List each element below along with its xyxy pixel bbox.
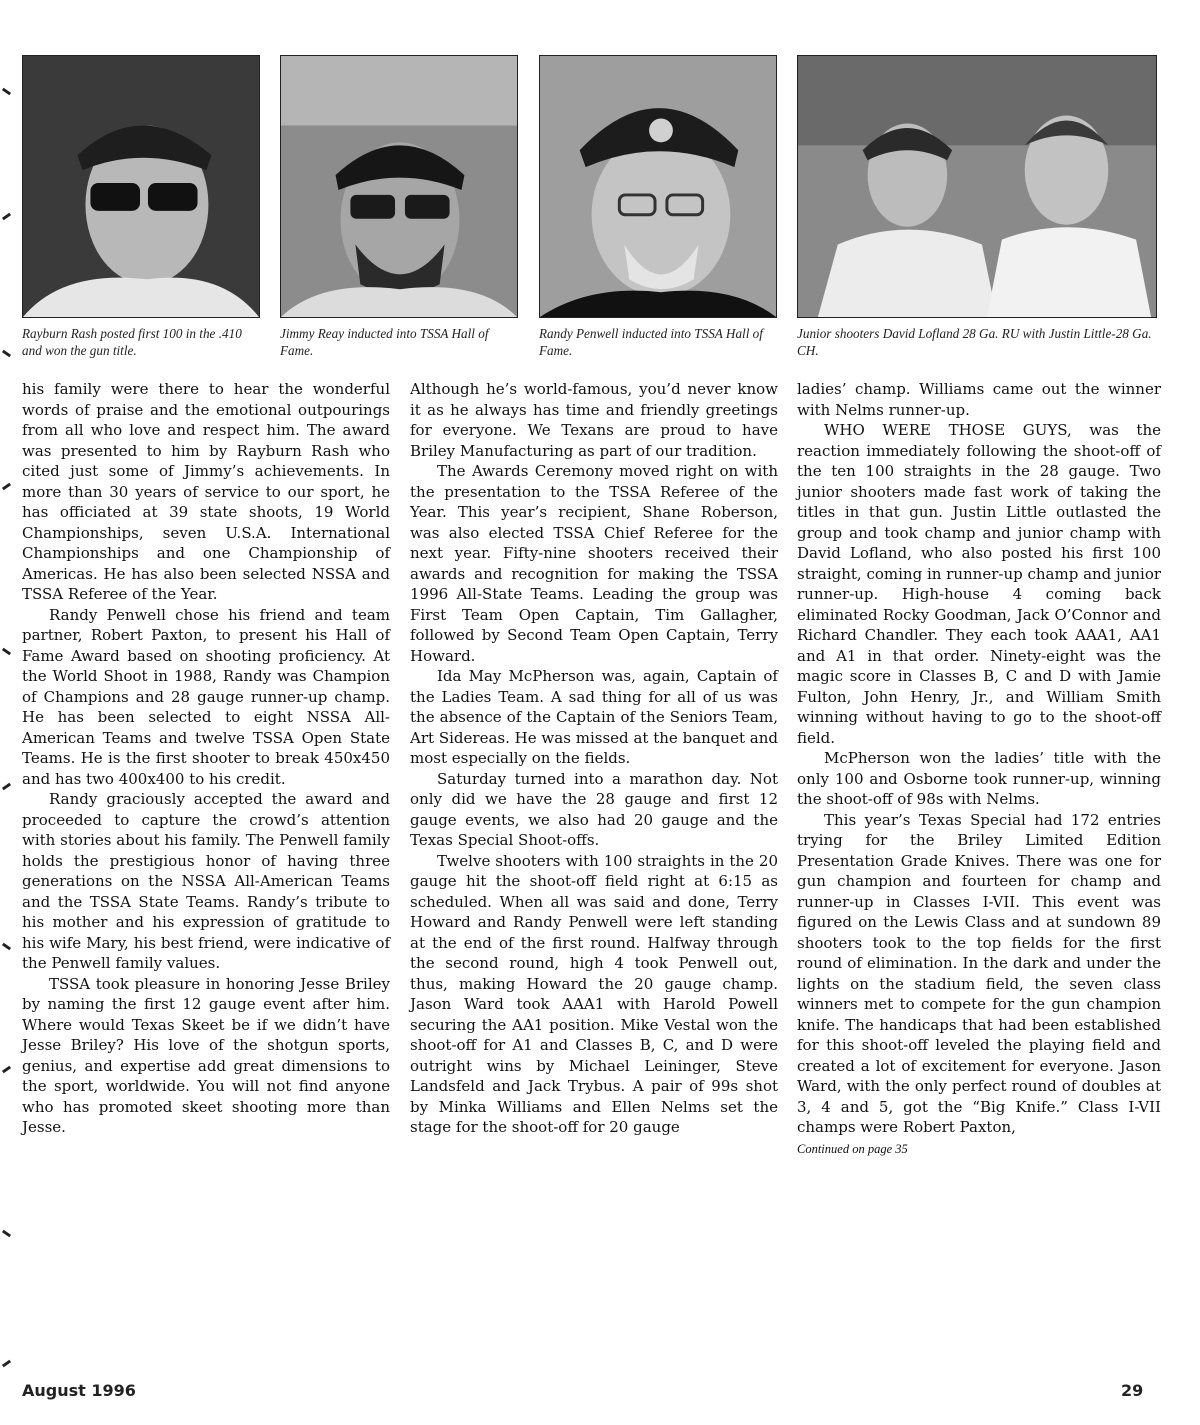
portrait-illustration bbox=[281, 56, 517, 317]
article-column-right bbox=[797, 379, 1161, 1159]
paragraph: McPherson won the ladies’ title with the only 100 and Osborne took runner-up, winning the shoot-off of 98s with Nelms. bbox=[797, 749, 1161, 808]
binding-mark bbox=[2, 648, 11, 656]
paragraph: This year’s Texas Special had 172 entries trying for the Briley Limited Edition Presentation Grade Knives. There was one for gun champion and fourteen for champ and runner-up in Classes I-VII. This event was figured on the Lewis Class and at sundown 89 shooters took to the top fields for the first round of elimination. In the dark and under the lights on the stadium field, the seven class winners met to compete for the gun champion knife. The handicaps that had been established for this shoot-off leveled the playing field and created a lot of excitement for everyone. Jason Ward, with the only perfect round of doubles at 3, 4 and 5, got the “Big Knife.” Class I-VII champs were Robert Paxton, bbox=[797, 810, 1161, 1136]
photo-rayburn-rash bbox=[22, 55, 260, 318]
photo-caption: Randy Penwell inducted into TSSA Hall of Fame. bbox=[539, 326, 763, 358]
photo-jimmy-reay bbox=[280, 55, 518, 318]
photo-caption: Rayburn Rash posted first 100 in the .410 and won the gun title. bbox=[22, 326, 242, 358]
binding-mark bbox=[2, 1360, 11, 1368]
photo-junior-shooters bbox=[797, 55, 1157, 318]
portrait-illustration bbox=[798, 56, 1156, 317]
binding-mark bbox=[2, 483, 11, 491]
binding-mark bbox=[2, 213, 11, 221]
continued-note: Continued on page 35 bbox=[797, 1141, 908, 1156]
paragraph: ladies’ champ. Williams came out the winner with Nelms runner-up. bbox=[797, 380, 1161, 419]
binding-mark bbox=[2, 350, 11, 358]
issue-date: August 1996 bbox=[22, 1381, 136, 1400]
paragraph: Ida May McPherson was, again, Captain of the Ladies Team. A sad thing for all of us was the absence of the Captain of the Seniors Team, Art Sidereas. He was missed at the banquet and most especially on the fields. bbox=[410, 667, 778, 767]
photo-caption: Junior shooters David Lofland 28 Ga. RU with Justin Little-28 Ga. CH. bbox=[797, 326, 1152, 358]
page-number: 29 bbox=[1121, 1381, 1144, 1400]
binding-mark bbox=[2, 783, 11, 791]
binding-mark bbox=[2, 943, 11, 951]
binding-mark bbox=[2, 1066, 11, 1074]
binding-mark bbox=[2, 1230, 11, 1238]
portrait-illustration bbox=[540, 56, 776, 317]
photo-randy-penwell bbox=[539, 55, 777, 318]
paragraph: Saturday turned into a marathon day. Not only did we have the 28 gauge and first 12 gauge events, we also had 20 gauge and the Texas Special Shoot-offs. bbox=[410, 769, 778, 849]
paragraph: Although he’s world-famous, you’d never know it as he always has time and friendly greetings for everyone. We Texans are proud to have Briley Manufacturing as part of our tradition. bbox=[410, 380, 778, 460]
paragraph: Randy graciously accepted the award and proceeded to capture the crowd’s attention with stories about his family. The Penwell family holds the prestigious honor of having three generations on the NSSA All-American Teams and the TSSA State Teams. Randy’s tribute to his mother and his expression of gratitude to his wife Mary, his best friend, were indicative of the Penwell family values. bbox=[22, 790, 390, 972]
paragraph: Randy Penwell chose his friend and team partner, Robert Paxton, to present his Hall of Fame Award based on shooting proficiency. At the World Shoot in 1988, Randy was Champion of Champions and 28 gauge runner-up champ. He has been selected to eight NSSA All-American Teams and twelve TSSA Open State Teams. He is the first shooter to break 450x450 and has two 400x400 to his credit. bbox=[22, 605, 390, 788]
article-column-left bbox=[22, 379, 390, 1138]
paragraph: his family were there to hear the wonderful words of praise and the emotional outpourings from all who love and respect him. The award was presented to him by Rayburn Rash who cited just some of Jimmy’s achievements. In more than 30 years of service to our sport, he has officiated at 39 state shoots, 19 World Championships, seven U.S.A. International Championships and one Championship of Americas. He has also been selected NSSA and TSSA Referee of the Year. bbox=[22, 380, 390, 603]
binding-mark bbox=[2, 88, 11, 96]
photo-caption: Jimmy Reay inducted into TSSA Hall of Fame. bbox=[280, 326, 489, 358]
paragraph: WHO WERE THOSE GUYS, was the reaction immediately following the shoot-off of the ten 100 straights in the 28 gauge. Two junior shooters made fast work of taking the titles in that gun. Justin Little outlasted the group and took champ and junior champ with David Lofland, who also posted his first 100 straight, coming in runner-up champ and junior runner-up. High-house 4 coming back eliminated Rocky Goodman, Jack O’Connor and Richard Chandler. They each took AAA1, AA1 and A1 in that order. Ninety-eight was the magic score in Classes B, C and D with Jamie Fulton, John Henry, Jr., and William Smith winning without having to go to the shoot-off field. bbox=[797, 421, 1162, 747]
article-column-middle bbox=[410, 379, 778, 1138]
paragraph: TSSA took pleasure in honoring Jesse Briley by naming the first 12 gauge event after him. Where would Texas Skeet be if we didn’t have Jesse Briley? His love of the shotgun sports, genius, and expertise add great dimensions to the sport, worldwide. You will not find anyone who has promoted skeet shooting more than Jesse. bbox=[22, 974, 390, 1136]
portrait-illustration bbox=[23, 56, 259, 317]
paragraph: The Awards Ceremony moved right on with the presentation to the TSSA Referee of the Year. This year’s recipient, Shane Roberson, was also elected TSSA Chief Referee for the next year. Fifty-nine shooters received their awards and recognition for making the TSSA 1996 All-State Teams. Leading the group was First Team Open Captain, Tim Gallagher, followed by Second Team Open Captain, Terry Howard. bbox=[410, 462, 778, 665]
paragraph: Twelve shooters with 100 straights in the 20 gauge hit the shoot-off field right at 6:15 as scheduled. When all was said and done, Terry Howard and Randy Penwell were left standing at the end of the first round. Halfway through the second round, high 4 took Penwell out, thus, making Howard the 20 gauge champ. Jason Ward took AAA1 with Harold Powell securing the AA1 position. Mike Vestal won the shoot-off for A1 and Classes B, C, and D were outright wins by Michael Leininger, Steve Landsfeld and Jack Trybus. A pair of 99s shot by Minka Williams and Ellen Nelms set the stage for the shoot-off for 20 gauge bbox=[410, 851, 778, 1136]
